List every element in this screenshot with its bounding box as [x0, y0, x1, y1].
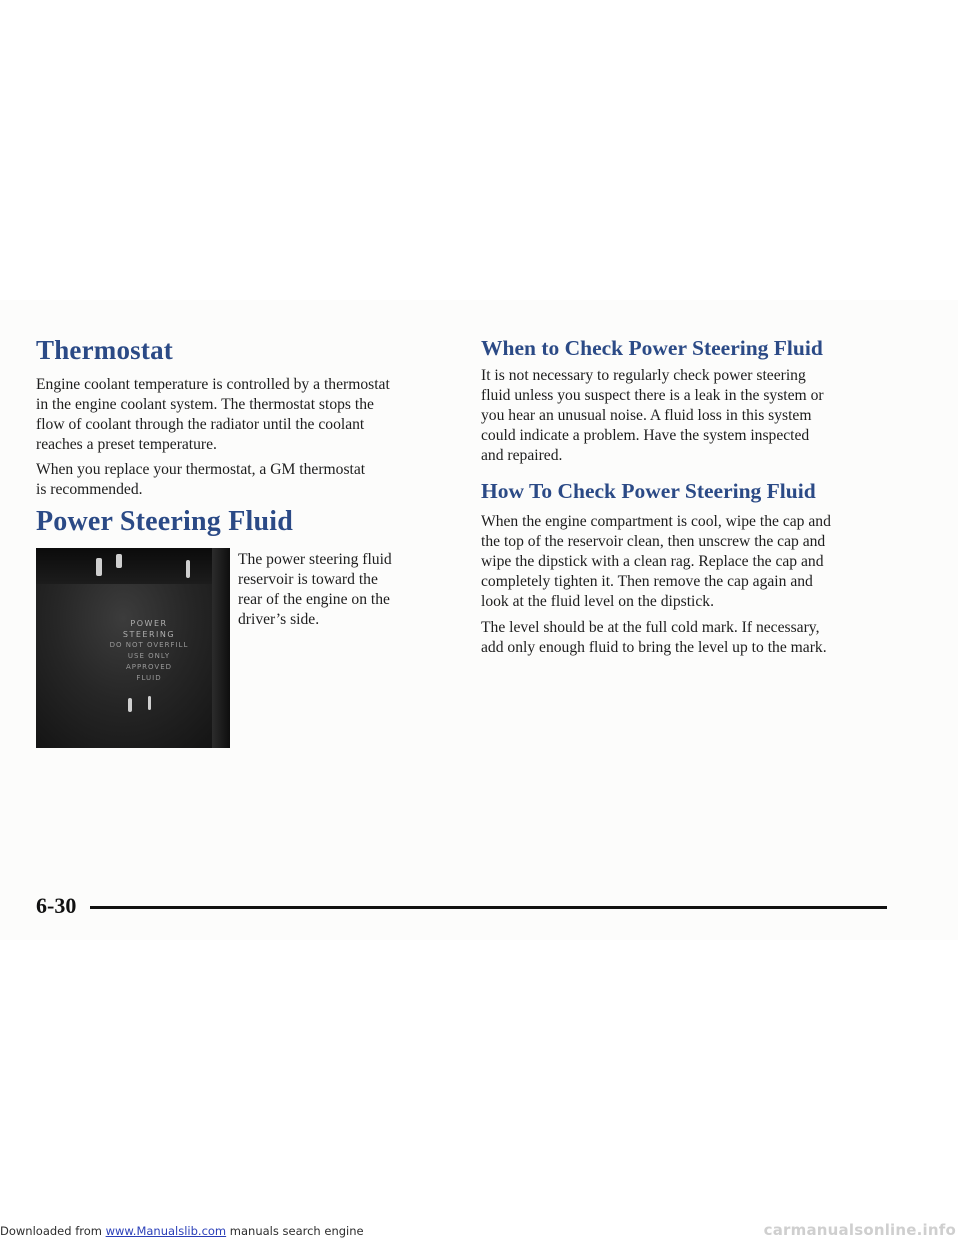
text-line: in the engine coolant system. The thermostat stops the: [36, 396, 374, 413]
text-line: add only enough fluid to bring the level up to the mark.: [481, 639, 827, 656]
photo-edge: [212, 548, 230, 748]
how-to-check-paragraph-1: [481, 512, 901, 612]
when-to-check-paragraph: [481, 366, 901, 466]
text-line: The level should be at the full cold mark. If necessary,: [481, 619, 820, 636]
heading-power-steering-fluid: Power Steering Fluid: [36, 506, 294, 537]
photo-highlight: [96, 558, 102, 576]
download-notice: [0, 1224, 364, 1240]
how-to-check-paragraph-2: [481, 618, 901, 658]
thermostat-paragraph-1: [36, 375, 461, 455]
heading-thermostat: Thermostat: [36, 335, 173, 365]
text-line: completely tighten it. Then remove the cap again and: [481, 573, 813, 590]
text-line: you hear an unusual noise. A fluid loss in this system: [481, 407, 812, 424]
download-suffix: manuals search engine: [226, 1224, 364, 1238]
power-steering-location-text: [238, 550, 448, 630]
text-line: reaches a preset temperature.: [36, 436, 217, 453]
download-prefix: Downloaded from: [0, 1224, 106, 1238]
reservoir-cap-label: [94, 618, 204, 684]
text-line: the top of the reservoir clean, then unscrew the cap and: [481, 533, 826, 550]
cap-text: DO NOT OVERFILL: [109, 641, 189, 649]
photo-highlight: [148, 696, 151, 710]
text-line: flow of coolant through the radiator until the coolant: [36, 416, 365, 433]
text-line: and repaired.: [481, 447, 563, 464]
photo-highlight: [186, 560, 190, 578]
photo-highlight: [128, 698, 132, 712]
text-line: Engine coolant temperature is controlled by a thermostat: [36, 376, 390, 393]
cap-text: STEERING: [122, 630, 176, 639]
text-line: reservoir is toward the: [238, 571, 378, 588]
photo-shadow: [36, 548, 230, 584]
cap-text: POWER: [130, 619, 168, 628]
heading-when-to-check: When to Check Power Steering Fluid: [481, 336, 823, 360]
text-line: When the engine compartment is cool, wipe the cap and: [481, 513, 831, 530]
text-line: driver’s side.: [238, 611, 320, 628]
cap-text: APPROVED: [125, 663, 173, 671]
text-line: It is not necessary to regularly check power steering: [481, 367, 806, 384]
text-line: fluid unless you suspect there is a leak in the system or: [481, 387, 824, 404]
thermostat-paragraph-2: [36, 460, 461, 500]
page-number: 6-30: [36, 893, 77, 918]
manualslib-link[interactable]: www.Manualslib.com: [105, 1224, 227, 1238]
text-line: When you replace your thermostat, a GM thermostat: [36, 461, 366, 478]
text-line: rear of the engine on the: [238, 591, 390, 608]
text-line: The power steering fluid: [238, 551, 392, 568]
cap-text: FLUID: [136, 674, 162, 682]
heading-how-to-check: How To Check Power Steering Fluid: [481, 479, 816, 503]
footer-rule: [90, 906, 887, 909]
text-line: could indicate a problem. Have the system inspected: [481, 427, 810, 444]
power-steering-reservoir-photo: [36, 548, 230, 748]
text-line: look at the fluid level on the dipstick.: [481, 593, 714, 610]
cap-text: USE ONLY: [127, 652, 171, 660]
photo-highlight: [116, 554, 122, 568]
text-line: is recommended.: [36, 481, 143, 498]
watermark: carmanualsonline.info: [763, 1221, 956, 1239]
text-line: wipe the dipstick with a clean rag. Replace the cap and: [481, 553, 824, 570]
